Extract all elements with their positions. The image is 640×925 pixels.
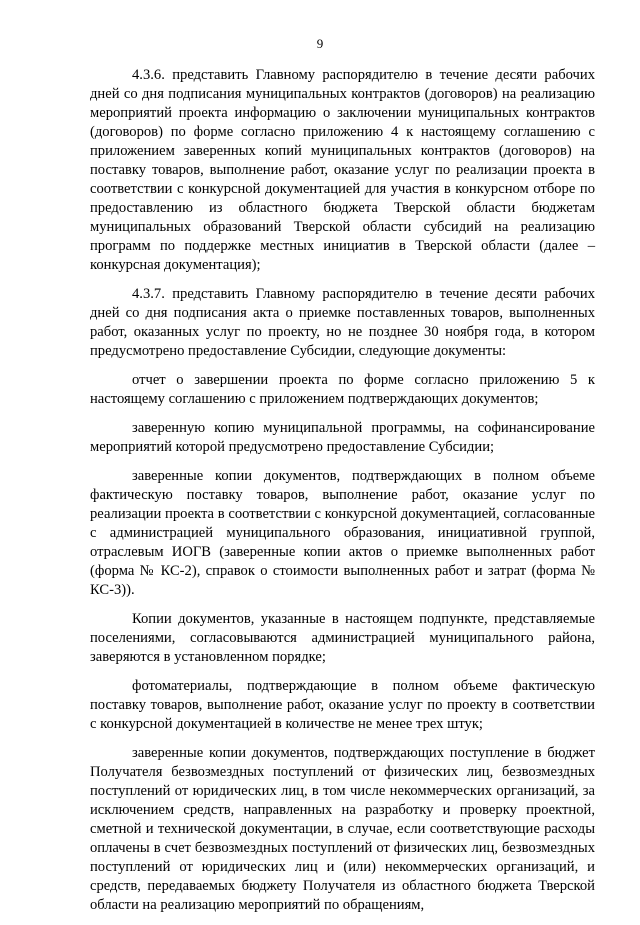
- paragraph-budget-receipts: заверенные копии документов, подтверждающих поступление в бюджет Получателя безвозмездных поступлений от физических лиц, безвозмездных поступлений от юридических лиц, в том числе некоммерческих организаций, за исключением средств, направленных на разработку и проверку проектной, сметной и технической документации, в случае, если соответствующие расходы оплачены в счет безвозмездных поступлений от физических лиц, безвозмездных поступлений от юридических лиц и (или) некоммерческих организаций, и средств, передаваемых бюджету Получателя из областного бюджета Тверской области на реализацию мероприятий по обращениям,: [90, 745, 595, 913]
- paragraph-photo-materials: фотоматериалы, подтверждающие в полном объеме фактическую поставку товаров, выполнение работ, оказание услуг по проекту в соответствии с конкурсной документацией в количестве не менее трех штук;: [90, 678, 595, 732]
- page-number: 9: [316, 36, 324, 51]
- document-body: [90, 66, 595, 925]
- paragraph-project-report: отчет о завершении проекта по форме согласно приложению 5 к настоящему соглашению с приложением подтверждающих документов;: [90, 372, 595, 407]
- paragraph-4-3-7: 4.3.7. представить Главному распорядителю в течение десяти рабочих дней со дня подписания акта о приемке поставленных товаров, выполненных работ, оказанных услуг по проекту, но не позднее 30 ноября года, в котором предусмотрено предоставление Субсидии, следующие документы:: [90, 286, 595, 359]
- paragraph-municipal-program-copy: заверенную копию муниципальной программы, на софинансирование мероприятий которой предусмотрено предоставление Субсидии;: [90, 420, 595, 455]
- paragraph-copies-approval: Копии документов, указанные в настоящем подпункте, представляемые поселениями, согласовываются администрацией муниципального района, заверяются в установленном порядке;: [90, 611, 595, 665]
- paragraph-delivery-documents: заверенные копии документов, подтверждающих в полном объеме фактическую поставку товаров, выполнение работ, оказание услуг по реализации проекта в соответствии с конкурсной документацией, согласованные с администрацией муниципального образования, инициативной группой, отраслевым ИОГВ (заверенные копии актов о приемке выполненных работ (форма № КС-2), справок о стоимости выполненных работ и затрат (форма № КС-3)).: [90, 468, 595, 598]
- paragraph-4-3-6: 4.3.6. представить Главному распорядителю в течение десяти рабочих дней со дня подписания муниципальных контрактов (договоров) на реализацию мероприятий проекта информацию о заключении муниципальных контрактов (договоров) по форме согласно приложению 4 к настоящему соглашению с приложением заверенных копий муниципальных контрактов (договоров) на поставку товаров, выполнение работ, оказание услуг по реализации проекта в соответствии с конкурсной документацией для участия в конкурсном отборе по предоставлению из областного бюджета Тверской области бюджетам муниципальных образований Тверской области субсидий на реализацию программ по поддержке местных инициатив в Тверской области (далее – конкурсная документация);: [90, 67, 595, 273]
